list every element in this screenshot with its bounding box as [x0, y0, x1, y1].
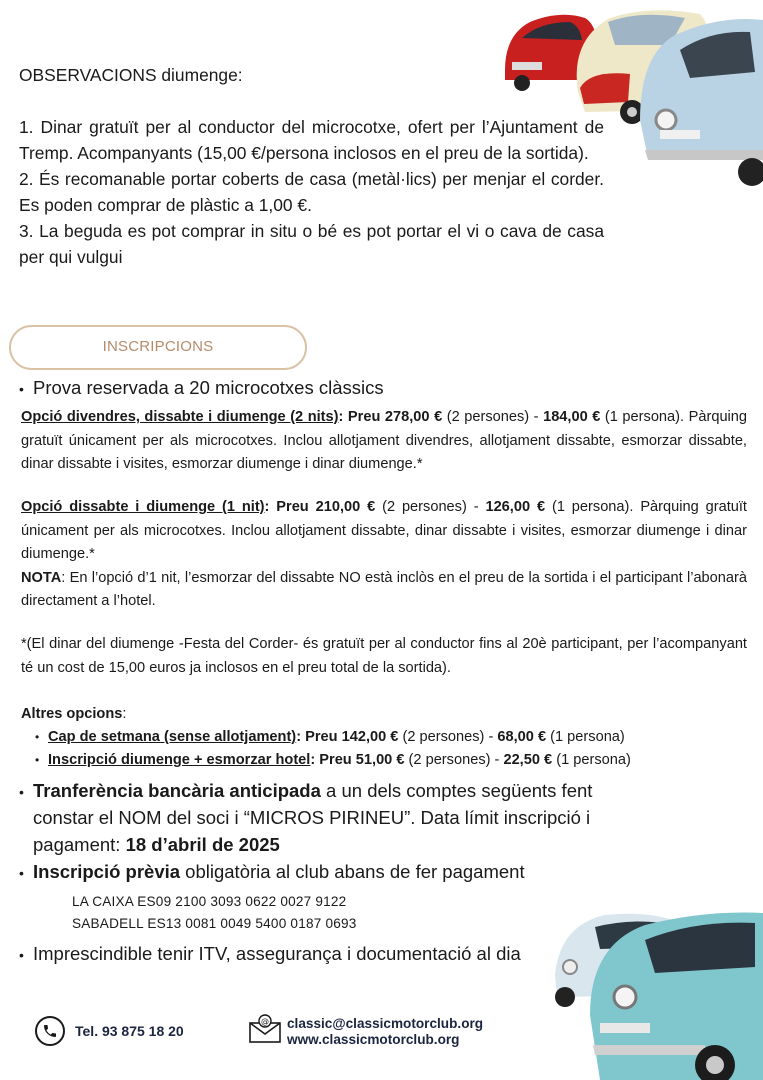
option1-price-note: (2 persones) - [446, 409, 539, 425]
option2-title: Opció dissabte i diumenge (1 nit) [21, 499, 265, 515]
option1-price2: 184,00 € [543, 409, 601, 425]
itv-text: Imprescindible tenir ITV, assegurança i documentació al dia [33, 943, 521, 964]
transfer-line3: pagament: 18 d’abril de 2025 [33, 834, 280, 855]
other-options: Altres opcions: • Cap de setmana (sense allotjament): Preu 142,00 € (2 persones) - 68,00 € (1 persona) • Inscripció diumenge + esmorzar hotel: Preu 51,00 € (2 persones) - 22,50 € (1 persona) [21, 703, 631, 772]
option2-details: (1 persona). Pàrquing gratuït únicament per als microcotxes. Inclou allotjament dissabte, dinar dissabte i visites, esmorzar diumenge i dinar diumenge.* [21, 499, 747, 562]
option1-title: Opció divendres, dissabte i diumenge (2 nits) [21, 409, 339, 425]
website-link[interactable]: www.classicmotorclub.org [287, 1031, 460, 1047]
option1-price: Preu 278,00 € [347, 409, 443, 425]
bullet-icon: • [19, 947, 24, 963]
observations-title: OBSERVACIONS diumenge: [19, 65, 243, 85]
transfer-bullet: • Tranferència bancària anticipada a un dels comptes següents fent [19, 778, 639, 805]
phone-number[interactable]: Tel. 93 875 18 20 [75, 1023, 184, 1039]
option2-block: Opció dissabte i diumenge (1 nit): Preu 210,00 € (2 persones) - 126,00 € (1 persona). Pàrquing gratuït únicament per als microcotxes. Inclou allotjament dissabte, dinar dissabte i visites, esmorzar diumenge i dinar diumenge.* NOTA: En l’opció d’1 nit, l’esmorzar del dissabte NO està inclòs en el preu de la sortida i el participant l’abonarà directament a l’hotel. [21, 499, 747, 609]
transfer-bold: Tranferència bancària anticipada [33, 780, 321, 801]
footer-contact [249, 1014, 483, 1049]
phone-icon [35, 1016, 65, 1046]
bullet-icon: • [19, 865, 24, 881]
section-label: INSCRIPCIONS [102, 338, 214, 355]
prior-bold: Inscripció prèvia [33, 861, 181, 882]
observation-item: 3. La beguda es pot comprar in situ o bé es pot portar el vi o cava de casa per qui vulgui [19, 221, 604, 267]
list-item: • Inscripció diumenge + esmorzar hotel: Preu 51,00 € (2 persones) - 22,50 € (1 persona) [33, 749, 631, 772]
email-link[interactable]: classic@classicmotorclub.org [287, 1015, 484, 1031]
reserved-bullet [19, 375, 384, 402]
email-icon [249, 1014, 281, 1049]
bullet-icon: • [19, 381, 24, 397]
deadline: 18 d’abril de 2025 [125, 834, 280, 855]
bank-account: SABADELL ES13 0081 0049 5400 0187 0693 [72, 915, 357, 931]
option2-price: Preu 210,00 € [276, 499, 376, 515]
bank-account: LA CAIXA ES09 2100 3093 0622 0027 9122 [72, 894, 347, 909]
observations-section [19, 62, 604, 270]
option2-price-note: (2 persones) - [382, 499, 479, 515]
option1-block: Opció divendres, dissabte i diumenge (2 nits): Preu 278,00 € (2 persones) - 184,00 € (1 persona). Pàrquing gratuït únicament per als microcotxes. Inclou allotjament divendres, allotjament dissabte, esmorzar dissabte, dinar dissabte i visites, esmorzar diumenge i dinar diumenge.* [21, 409, 748, 472]
bullet-icon: • [19, 784, 24, 800]
footer-phone [35, 1016, 184, 1046]
microcars-photo-bottom [545, 905, 763, 1080]
list-item: • Cap de setmana (sense allotjament): Preu 142,00 € (2 persones) - 68,00 € (1 persona) [33, 726, 631, 749]
observation-item: 1. Dinar gratuït per al conductor del microcotxe, ofert per l’Ajuntament de Tremp. Acompanyants (15,00 €/persona inclosos en el preu de la sortida). [19, 117, 604, 163]
itv-bullet [19, 941, 521, 968]
prior-bullet: • Inscripció prèvia obligatòria al club abans de fer pagament [19, 859, 525, 886]
section-label-pill [9, 325, 307, 370]
option1-details: (1 persona). Pàrquing gratuït únicament per als microcotxes. Inclou allotjament divendres, allotjament dissabte, esmorzar dissabte, dinar dissabte i visites, esmorzar diumenge i dinar diumenge.* [21, 409, 748, 472]
option2-price2: 126,00 € [485, 499, 546, 515]
svg-text:@: @ [261, 1017, 269, 1026]
nota-label: NOTA [21, 569, 62, 586]
transfer-line2: constar el NOM del soci i “MICROS PIRINEU”. Data límit inscripció i [33, 807, 591, 828]
footnote: *(El dinar del diumenge -Festa del Corder- és gratuït per al conductor fins al 20è participant, per l’acompanyant té un cost de 15,00 euros ja inclosos en el preu total de la sortida). [21, 636, 747, 676]
observation-item: 2. És recomanable portar coberts de casa (metàl·lics) per menjar el corder. Es poden comprar de plàstic a 1,00 €. [19, 169, 604, 215]
bank-accounts [72, 891, 357, 934]
other-options-title: Altres opcions [21, 706, 123, 722]
nota-text: : En l’opció d’1 nit, l’esmorzar del dissabte NO està inclòs en el preu de la sortida i el participant l’abonarà directament a l’hotel. [21, 569, 747, 609]
reserved-text: Prova reservada a 20 microcotxes clàssics [33, 377, 384, 398]
